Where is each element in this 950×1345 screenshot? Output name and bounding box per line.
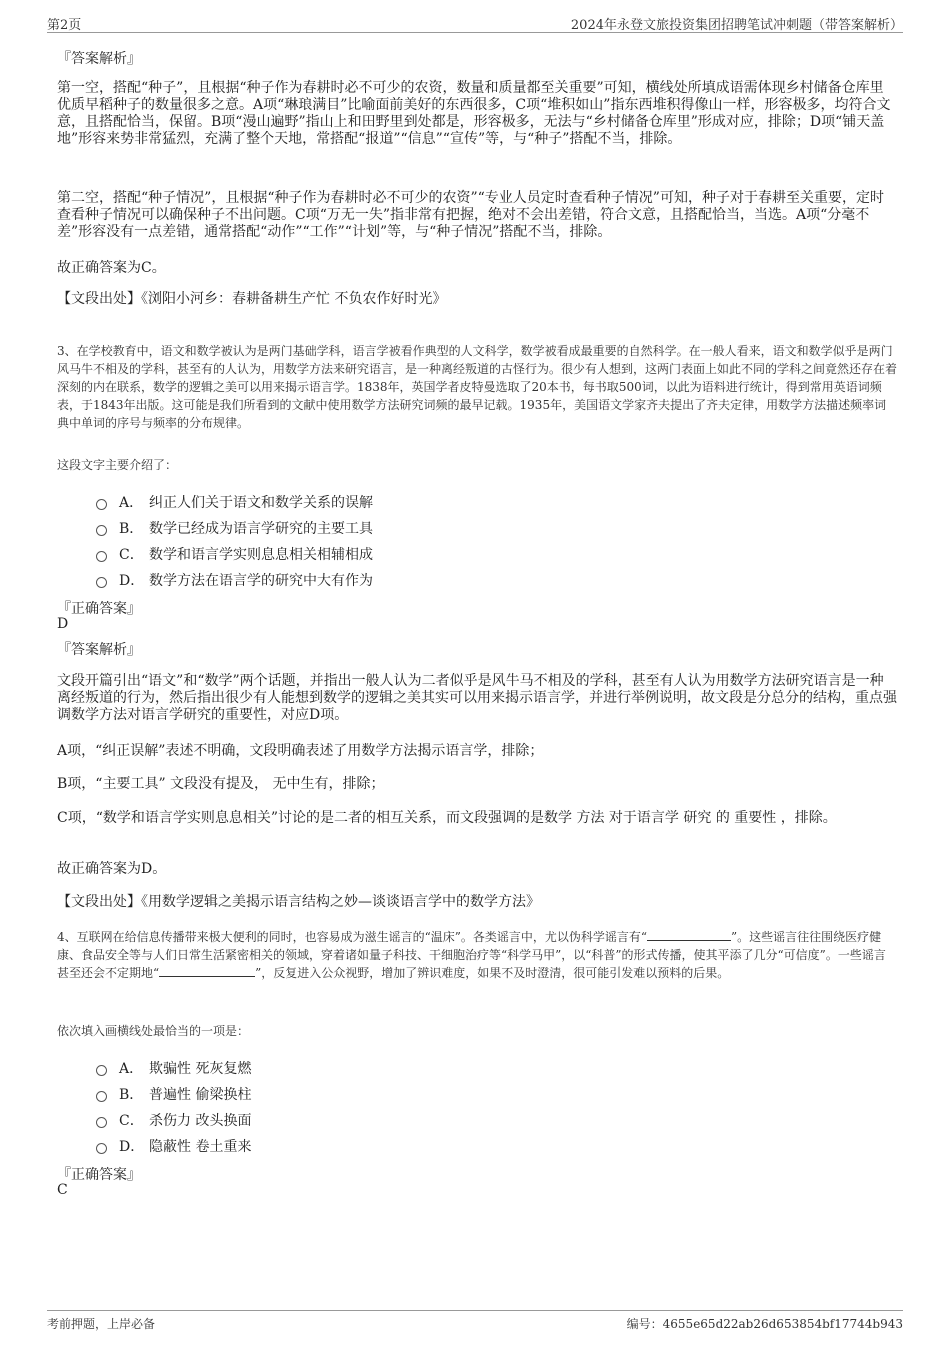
radio-icon[interactable] <box>96 499 107 510</box>
q4-stem-part2: ”。这些谣言往往围绕医疗健康、食品安全等与人们日常生活紧密相关的领域，穿着诸如量子科技、干细胞治疗等“科学马甲”，以“科普”的形式传播，使其平添了几分“可信度”。一些谣言甚至还会不定期地“ <box>57 930 886 980</box>
q4-stem-part3: ”，反复进入公众视野，增加了辨识难度，如果不及时澄清，很可能引发难以预料的后果。 <box>255 966 730 980</box>
page-header <box>47 10 903 33</box>
option-text: 数学已经成为语言学研究的主要工具 <box>149 521 373 537</box>
fill-blank-2 <box>159 964 255 977</box>
q3-stem: 3、在学校教育中，语文和数学被认为是两门基础学科，语言学被看作典型的人文科学，数学被看成最重要的自然科学。在一般人看来，语文和数学似乎是两门风马牛不相及的学科，甚至有的人认为，用数学方法来研究语言，是一种离经叛道的古怪行为。很少有人想到，这两门表面上如此不同的学科之间竟然还存在着深刻的内在联系，数学的逻辑之美可以用来揭示语言学。1838年，英国学者皮特曼选取了20本书，每书取500词，以此为语料进行统计，得到常用英语词频表，于1843年出版。这可能是我们所看到的文献中使用数学方法研究词频的最早记载。1935年，美国语文学家齐夫提出了齐夫定律，用数学方法描述频率词典中单词的序号与频率的分布规律。 <box>57 344 898 430</box>
q3-source: 【文段出处】《用数学逻辑之美揭示语言结构之妙—谈谈语言学中的数学方法》 <box>57 894 540 910</box>
footer-slogan: 考前押题，上岸必备 <box>47 1317 156 1331</box>
q3-note-a: A项，“纠正误解”表述不明确，文段明确表述了用数学方法揭示语言学，排除； <box>57 743 544 759</box>
fill-blank-1 <box>647 928 731 941</box>
q3-conclusion: 故正确答案为D。 <box>57 861 167 877</box>
q2-conclusion: 故正确答案为C。 <box>57 260 166 276</box>
q3-option-d[interactable] <box>96 570 373 590</box>
option-text: 数学方法在语言学的研究中大有作为 <box>149 573 373 589</box>
option-letter: D． <box>119 1139 145 1155</box>
q4-prompt: 依次填入画横线处最恰当的一项是： <box>57 1024 250 1038</box>
q4-option-b[interactable] <box>96 1084 251 1104</box>
document-title: 2024年永登文旅投资集团招聘笔试冲刺题（带答案解析） <box>570 18 903 33</box>
q4-stem <box>57 928 897 982</box>
q3-analysis: 文段开篇引出“语文”和“数学”两个话题，并指出一般人认为二者似乎是风牛马不相及的学科，甚至有人认为用数学方法研究语言是一种离经叛道的行为，然后指出很少有人能想到数学的逻辑之美其实可以用来揭示语言学，并进行举例说明，故文段是分总分的结构，重点强调数学方法对语言学研究的重要性，对应D项。 <box>57 673 897 723</box>
option-text: 数学和语言学实则息息相关相辅相成 <box>149 547 373 563</box>
radio-icon[interactable] <box>96 525 107 536</box>
q4-answer: C <box>57 1182 68 1198</box>
radio-icon[interactable] <box>96 577 107 588</box>
q2-analysis-label: 『答案解析』 <box>57 51 141 67</box>
option-letter: B． <box>119 521 144 537</box>
option-text: 欺骗性 死灰复燃 <box>149 1061 252 1077</box>
q4-answer-label: 『正确答案』 <box>57 1167 141 1183</box>
option-text: 纠正人们关于语文和数学关系的误解 <box>149 495 373 511</box>
option-letter: B． <box>119 1087 144 1103</box>
option-letter: A． <box>119 495 144 511</box>
q4-stem-part1: 4、互联网在给信息传播带来极大便利的同时，也容易成为滋生谣言的“温床”。各类谣言中，尤以伪科学谣言有“ <box>57 930 648 944</box>
q4-option-d[interactable] <box>96 1136 251 1156</box>
q2-analysis-para1: 第一空，搭配“种子”，且根据“种子作为春耕时必不可少的农资，数量和质量都至关重要”可知，横线处所填成语需体现乡村储备仓库里优质早稻种子的数量很多之意。A项“琳琅满目”比喻面前美好的东西很多，C项“堆积如山”指东西堆积得像山一样，形容极多，均符合文意，且搭配恰当，保留。B项“漫山遍野”指山上和田野里到处都是，形容极多，无法与“乡村储备仓库里”形成对应，排除；D项“铺天盖地”形容来势非常猛烈，充满了整个天地，常搭配“报道”“信息”“宣传”等，与“种子”搭配不当，排除。 <box>57 80 891 147</box>
q4-option-c[interactable] <box>96 1110 251 1130</box>
q3-option-c[interactable] <box>96 544 373 564</box>
option-letter: C． <box>119 547 144 563</box>
q3-answer-label: 『正确答案』 <box>57 601 141 617</box>
option-text: 隐蔽性 卷土重来 <box>149 1139 252 1155</box>
q3-note-b: B项，“主要工具” 文段没有提及， 无中生有，排除； <box>57 776 385 792</box>
q3-prompt: 这段文字主要介绍了： <box>57 458 178 472</box>
radio-icon[interactable] <box>96 1091 107 1102</box>
q3-option-b[interactable] <box>96 518 373 538</box>
radio-icon[interactable] <box>96 551 107 562</box>
option-text: 普遍性 偷梁换柱 <box>149 1087 252 1103</box>
q3-note-c: C项，“数学和语言学实则息息相关”讨论的是二者的相互关系，而文段强调的是数学 方法 对于语言学 研究 的 重要性 ，排除。 <box>57 810 837 826</box>
radio-icon[interactable] <box>96 1117 107 1128</box>
page-number: 第2页 <box>47 18 82 33</box>
q3-answer: D <box>57 616 69 632</box>
document-id: 编号：4655e65d22ab26d653854bf17744b943 <box>626 1317 903 1331</box>
option-letter: A． <box>119 1061 144 1077</box>
q2-source: 【文段出处】《浏阳小河乡：春耕备耕生产忙 不负农作好时光》 <box>57 291 447 307</box>
q3-option-a[interactable] <box>96 492 373 512</box>
option-letter: C． <box>119 1113 144 1129</box>
q3-analysis-label: 『答案解析』 <box>57 642 141 658</box>
radio-icon[interactable] <box>96 1065 107 1076</box>
page-footer <box>47 1310 903 1333</box>
radio-icon[interactable] <box>96 1143 107 1154</box>
q2-analysis-para2: 第二空，搭配“种子情况”，且根据“种子作为春耕时必不可少的农资”“专业人员定时查看种子情况”可知，种子对于春耕至关重要，定时查看种子情况可以确保种子不出问题。C项“万无一失”指非常有把握，绝对不会出差错，符合文意，且搭配恰当，当选。A项“分毫不差”形容没有一点差错，通常搭配“动作”“工作”“计划”等，与“种子情况”搭配不当，排除。 <box>57 190 884 240</box>
q4-option-a[interactable] <box>96 1058 251 1078</box>
option-letter: D． <box>119 573 145 589</box>
option-text: 杀伤力 改头换面 <box>149 1113 252 1129</box>
